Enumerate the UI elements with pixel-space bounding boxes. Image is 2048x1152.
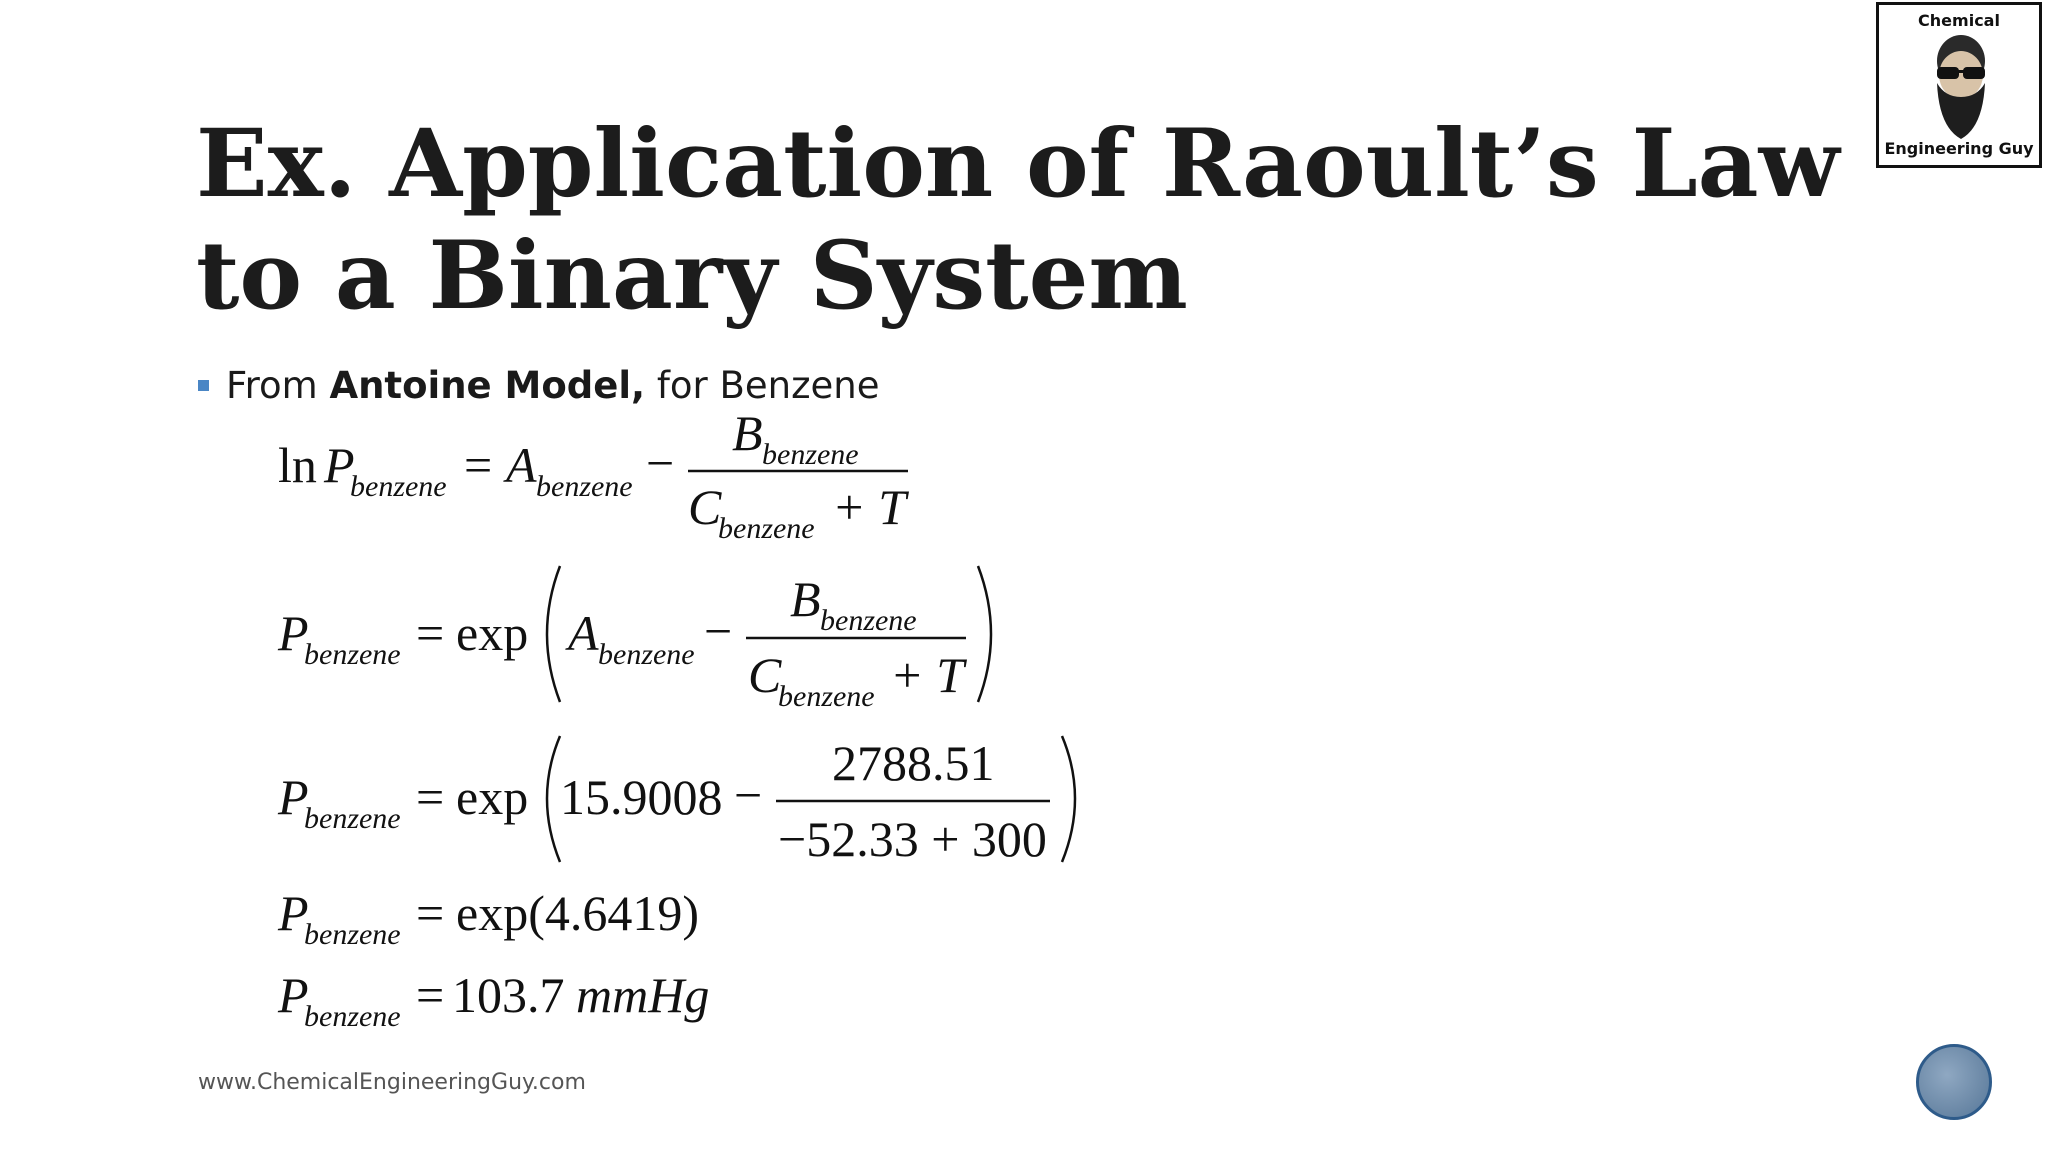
eq5-unit: mmHg <box>576 967 710 1023</box>
eq5-p-subscript: benzene <box>304 1000 401 1033</box>
eq2-a: A <box>568 605 599 661</box>
bullet-prefix: From <box>226 363 330 407</box>
equation-2 <box>277 566 991 713</box>
eq3-numerator: 2788.51 <box>832 735 995 791</box>
channel-logo <box>1876 2 2042 168</box>
eq5-p: P <box>278 967 309 1023</box>
eq2-c-subscript: benzene <box>778 680 875 713</box>
eq1-b-subscript: benzene <box>762 438 859 471</box>
bullet-bold-term: Antoine Model, <box>329 363 646 407</box>
square-bullet-icon <box>198 380 209 391</box>
eq3-p-subscript: benzene <box>304 802 401 835</box>
bullet-suffix: for Benzene <box>645 363 880 407</box>
eq3-a-value: 15.9008 <box>560 769 723 825</box>
eq1-equals: = <box>464 437 493 493</box>
eq1-ln: ln <box>278 437 317 493</box>
eq2-p-subscript: benzene <box>304 638 401 671</box>
equation-block <box>270 400 1170 1040</box>
slide-title <box>196 108 1840 332</box>
eq1-c: C <box>688 479 722 535</box>
eq3-right-paren <box>1062 736 1075 862</box>
eq3-p: P <box>278 769 309 825</box>
eq4-p-subscript: benzene <box>304 918 401 951</box>
title-line-1: Ex. Application of Raoult’s Law <box>196 109 1840 219</box>
eq2-b: B <box>790 571 821 627</box>
equation-1 <box>278 405 909 545</box>
eq3-equals: = <box>416 769 445 825</box>
eq2-equals: = <box>416 605 445 661</box>
eq4-p: P <box>278 885 309 941</box>
eq3-exp: exp <box>456 769 529 825</box>
eq2-a-subscript: benzene <box>598 638 695 671</box>
eq1-p: P <box>324 437 355 493</box>
eq2-p: P <box>278 605 309 661</box>
eq1-a-subscript: benzene <box>536 470 633 503</box>
eq1-c-subscript: benzene <box>718 512 815 545</box>
equation-3 <box>277 735 1075 867</box>
title-line-2: to a Binary System <box>196 221 1188 331</box>
eq1-plus-t: + T <box>832 479 907 535</box>
eq1-p-subscript: benzene <box>350 470 447 503</box>
eq2-exp: exp <box>456 605 529 661</box>
logo-top-text: Chemical <box>1918 11 2000 30</box>
eq3-denominator: −52.33 + 300 <box>778 811 1047 867</box>
eq4-equals: = <box>416 885 445 941</box>
equation-4 <box>277 885 699 951</box>
equation-5 <box>277 967 709 1033</box>
equations-svg <box>270 400 1170 1040</box>
eq3-minus: − <box>734 767 763 823</box>
eq5-equals: = <box>416 967 445 1023</box>
eq2-plus-t: + T <box>890 647 965 703</box>
footer-url: www.ChemicalEngineeringGuy.com <box>198 1070 586 1095</box>
eq2-left-paren <box>547 566 560 702</box>
logo-bottom-text: Engineering Guy <box>1884 139 2034 158</box>
eq2-right-paren <box>978 566 991 702</box>
eq1-a: A <box>506 437 537 493</box>
eq3-left-paren <box>547 736 560 862</box>
eq2-c: C <box>748 647 782 703</box>
slide-nav-circle[interactable] <box>1916 1044 1992 1120</box>
eq2-b-subscript: benzene <box>820 604 917 637</box>
eq4-expression: exp(4.6419) <box>456 885 699 941</box>
eq1-minus: − <box>646 435 675 491</box>
eq1-b: B <box>732 405 763 461</box>
eq2-minus: − <box>704 603 733 659</box>
eq5-value: 103.7 <box>452 967 565 1023</box>
bearded-man-icon <box>1921 31 2001 147</box>
